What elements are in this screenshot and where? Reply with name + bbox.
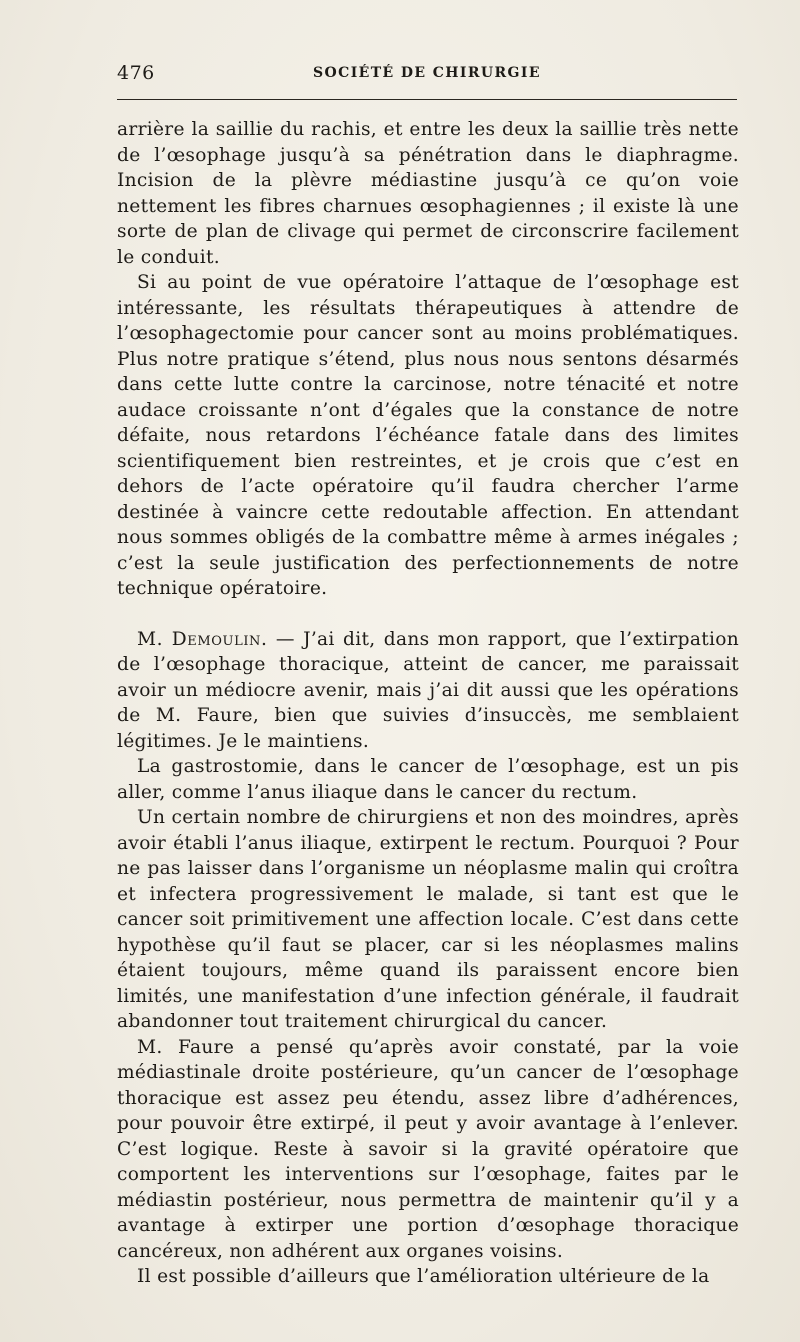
paragraph-last: Il est possible d’ailleurs que l’amélioration ultérieure de la xyxy=(137,1266,710,1287)
paragraph: La gastrostomie, dans le cancer de l’œsophage, est un pis aller, comme l’anus iliaque dans le cancer du rectum. xyxy=(117,756,739,803)
paragraph: Si au point de vue opératoire l’attaque de l’œsophage est intéressante, les résultats thérapeutiques à attendre de l’œsophagectomie pour cancer sont au moins problématiques. Plus notre pratique s’étend, plus nous nous sentons désarmés dans cette lutte contre la carcinose, notre ténacité et notre audace croissante n’ont d’égales que la constance de notre défaite, nous retardons l’échéance fatale dans des limites scientifiquement bien restreintes, et je crois que c’est en dehors de l’acte opératoire qu’il faudra chercher l’arme destinée à vaincre cette redoutable affection. En attendant nous sommes obligés de la combattre même à armes inégales ; c’est la seule justification des perfectionnements de notre technique opératoire. xyxy=(117,272,739,599)
page-number: 476 xyxy=(117,62,155,84)
page-header xyxy=(117,62,737,86)
speaker-name: M. Demoulin. xyxy=(137,628,268,650)
paragraph-continuation: arrière la saillie du rachis, et entre les deux la saillie très nette de l’œsophage jusqu’à sa pénétration dans le diaphragme. Incision de la plèvre médiastine jusqu’à ce qu’on voie nettement les fibres charnues œsophagiennes ; il existe là une sorte de plan de clivage qui permet de circonscrire facilement le conduit. xyxy=(117,119,739,268)
paragraph-demoulin xyxy=(117,627,739,755)
body-text xyxy=(117,117,739,1290)
running-head: SOCIÉTÉ DE CHIRURGIE xyxy=(313,65,541,81)
header-rule xyxy=(117,99,737,100)
paragraph: M. Faure a pensé qu’après avoir constaté, par la voie médiastinale droite postérieure, qu’un cancer de l’œsophage thoracique est assez peu étendu, assez libre d’adhérences, pour pouvoir être extirpé, il peut y avoir avantage à l’enlever. C’est logique. Reste à savoir si la gravité opératoire que comportent les interventions sur l’œsophage, faites par le médiastin postérieur, nous permettra de maintenir qu’il y a avantage à extirper une portion d’œsophage thoracique cancéreux, non adhérent aux organes voisins. xyxy=(117,1036,739,1262)
speaker-text: — J’ai dit, dans mon rapport, que l’extirpation de l’œsophage thoracique, atteint de cancer, me paraissait avoir un médiocre avenir, mais j’ai dit aussi que les opérations de M. Faure, bien que suivies d’insuccès, me semblaient légitimes. Je le maintiens. xyxy=(117,628,739,752)
paragraph: Un certain nombre de chirurgiens et non des moindres, après avoir établi l’anus iliaque, extirpent le rectum. Pourquoi ? Pour ne pas laisser dans l’organisme un néoplasme malin qui croîtra et infectera progressivement le malade, si tant est que le cancer soit primitivement une affection locale. C’est dans cette hypothèse qu’il faut se placer, car si les néoplasmes malins étaient toujours, même quand ils paraissent encore bien limités, une manifestation d’une infection générale, il faudrait abandonner tout traitement chirurgical du cancer. xyxy=(117,807,739,1032)
